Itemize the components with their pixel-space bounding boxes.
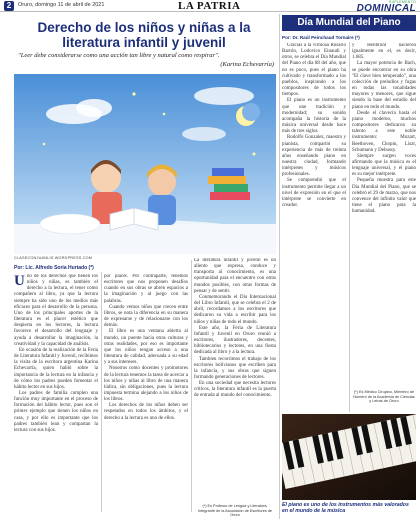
page-header: [0, 0, 420, 12]
paragraph: Gracias a la virtuosa Rosario Barrón, Ludovico Einaudi y otros, se celebra el Día Mundial del Piano el día 88 del año, que no es poco, pues el piano ha cultivado y transformado a los pueblos, inspirando a los compositores de todos los tiempos.: [282, 43, 346, 98]
supplement-name: DOMINICAL: [356, 3, 416, 14]
piano-footnote: (*) Es Médico Cirujano, Miembro de Número de la Academia de Ciencias y Letras de Oruro: [353, 390, 415, 404]
column-divider: [191, 260, 192, 512]
paragraph: El libro es una ventana abierta al mundo, un puente hacia otras culturas y otras realidades, por eso es importante que los niños tengan acceso a una literatura de calidad, adecuada a su edad y a sus intereses.: [104, 329, 188, 366]
children-reading-illustration: [14, 74, 276, 254]
paragraph: En ocasión de la realización de la Feria de Literatura Infantil y Juvenil, recibimos la visita de la escritora argentina Karina Echevarría, quien habló sobre la importancia de la lectura en la infancia y de cómo los padres pueden fomentar el hábito lector en sus hijos.: [14, 347, 98, 390]
paragraph: La literatura infantil y juvenil es un aliento que expresa, conduce y transporta al conocimiento, es una oportunidad para el encuentro con otros mundos posibles, con otras formas de pensar y de sentir.: [194, 258, 276, 294]
paragraph: Tambien recorrimos el trabajo de los escritores bolivianos que escriben para la infancia, y sus obras que siguen formando generaciones de lectores.: [194, 356, 276, 380]
supplement-logo: [354, 0, 416, 12]
paragraph: Pequeña muestra para este Día Mundial del Piano, que se celebró el 29 de marzo, que nos convence del infinito valor que tiene el piano para la humanidad.: [352, 178, 416, 215]
paragraph: El piano es un instrumento que une tradición y modernidad; su sonido acompaña la historia de la música universal desde hace más de tres siglos.: [282, 98, 346, 135]
paragraph: Este año, la Feria de Literatura Infantil y Juvenil en Oruro reunió a escritores, ilustradores, docentes, bibliotecarios y lectores, en una fiesta dedicada al libro y a la lectura.: [194, 325, 276, 356]
section-divider: [279, 14, 280, 519]
article-footnote: (*) Es Profesor de Lengua y Literatura, Integrante de la Asociación de Escritores de Oruro: [197, 504, 273, 518]
newspaper-name: LA PATRIA: [178, 0, 241, 12]
article-column-3: [194, 258, 276, 502]
piano-column-2: [352, 43, 416, 387]
article-illustration: [14, 74, 276, 254]
paragraph: Los padres de familia cumplen una función muy importante en el proceso de formación del hábito lector, pues son el primer ejemplo que tienen los niños en casa, y por ello es importante que los padres también lean y compartan la lectura con sus hijos.: [14, 390, 98, 433]
paragraph: La mayor potencia de Bach, se puede encontrar en su obra "El clave bien temperado", una colección de preludios y fugas en todas las tonalidades mayores y menores, que sigue siendo la base del estudio del piano en todo el mundo.: [352, 61, 416, 110]
paragraph: por placer. Por contraparte, tenemos escritores que nos proponen desafíos cuando en sus obras se abren espacios a la imaginación y al juego con las palabras.: [104, 274, 188, 304]
paragraph: Nosotros como docentes y promotores de la lectura tenemos la tarea de acercar a los niños y niñas al libro de una manera lúdica, sin obligaciones, pues la lectura impuesta termina alejando a los niños de los libros.: [104, 366, 188, 403]
piano-article-title: Día Mundial del Piano: [282, 15, 416, 31]
quote-author: (Karina Echevarría): [220, 61, 274, 68]
paragraph: En una sociedad que necesita lectores críticos, la literatura infantil es la puerta de entrada al mundo del conocimiento.: [194, 381, 276, 399]
issue-date: Oruro, domingo 11 de abril de 2021: [18, 2, 105, 8]
piano-photo-caption: El piano es uno de los instrumentos más valorados en el mundo de la música: [282, 502, 409, 514]
page-number: 2: [4, 1, 14, 11]
article-column-2: [104, 274, 188, 512]
paragraph: Cuando vemos niños que crecen entre libros, se nota la diferencia en su manera de expresarse y de relacionarse con los demás.: [104, 304, 188, 329]
article-byline: Por: Lic. Alfredo Soria Hurtado (*): [14, 265, 94, 271]
piano-article-byline: Por: Dr. Raúl Peinchaud Tornaire (*): [282, 35, 360, 40]
piano-keys-image: [282, 414, 416, 500]
paragraph: Los derechos de los niños deben ser respetados en todos los ámbitos, y el derecho a la lectura es uno de ellos.: [104, 403, 188, 421]
image-credit: CLASECONJUANLIS.WORDPRESS.COM: [14, 256, 93, 260]
supplement-tag: SUPLEMENTO: [388, 0, 416, 4]
paragraph: Rodolfo Gonzalez, maestro y pianista, compartió su experiencia de más de treinta años enseñando piano en nuestra ciudad, formando intérpretes y músicos profesionales.: [282, 135, 346, 178]
piano-photo: [282, 414, 416, 500]
paragraph: Desde el clavecín hasta el piano moderno, muchos compositores dedicaron su talento a este noble instrumento: Mozart, Beethoven, Chopin, Liszt, Schumann y Debussy.: [352, 110, 416, 153]
drop-cap: U: [14, 274, 25, 289]
column-divider: [349, 42, 350, 412]
paragraph: Siempre surgen voces afirmando que la música es el lenguaje universal, y el piano es su mejor intérprete.: [352, 153, 416, 178]
column-divider: [101, 272, 102, 512]
paragraph: no de los derechos que tienen los niños y niñas, es también el derecho a la lectura, el tener como compañero al libro, ya que la lectura siempre ha sido uno de los medios más eficaces para el desarrollo de la persona. Uno de los principales aportes de la literatura es el placer estético que despierta en los lectores, la lectura favorece el desarrollo del lenguaje y ayuda a desarrollar la imaginación, la creatividad y la capacidad de análisis.: [14, 274, 98, 347]
article-quote: "Leer debe considerarse como una acción tan libre y natural como respirar".: [18, 52, 220, 59]
paragraph: Conmemorando el Día Internacional del Libro Infantil, que se celebra el 2 de abril, recordamos a los escritores que dedicaron su vida a escribir para los niños y niñas de todo el mundo.: [194, 294, 276, 325]
article-column-1: [14, 274, 98, 512]
article-title: Derecho de los niños y niñas a la literatura infantil y juvenil: [37, 20, 251, 50]
paragraph: Se comprendió que el instrumento permite llegar a un nivel de expresión en el que el intérprete se convierte en creador.: [282, 178, 346, 209]
paragraph: y Heilbrunl nacieron igualmente en el, es decir, 1.685.: [352, 43, 416, 61]
piano-column-1: [282, 43, 346, 411]
